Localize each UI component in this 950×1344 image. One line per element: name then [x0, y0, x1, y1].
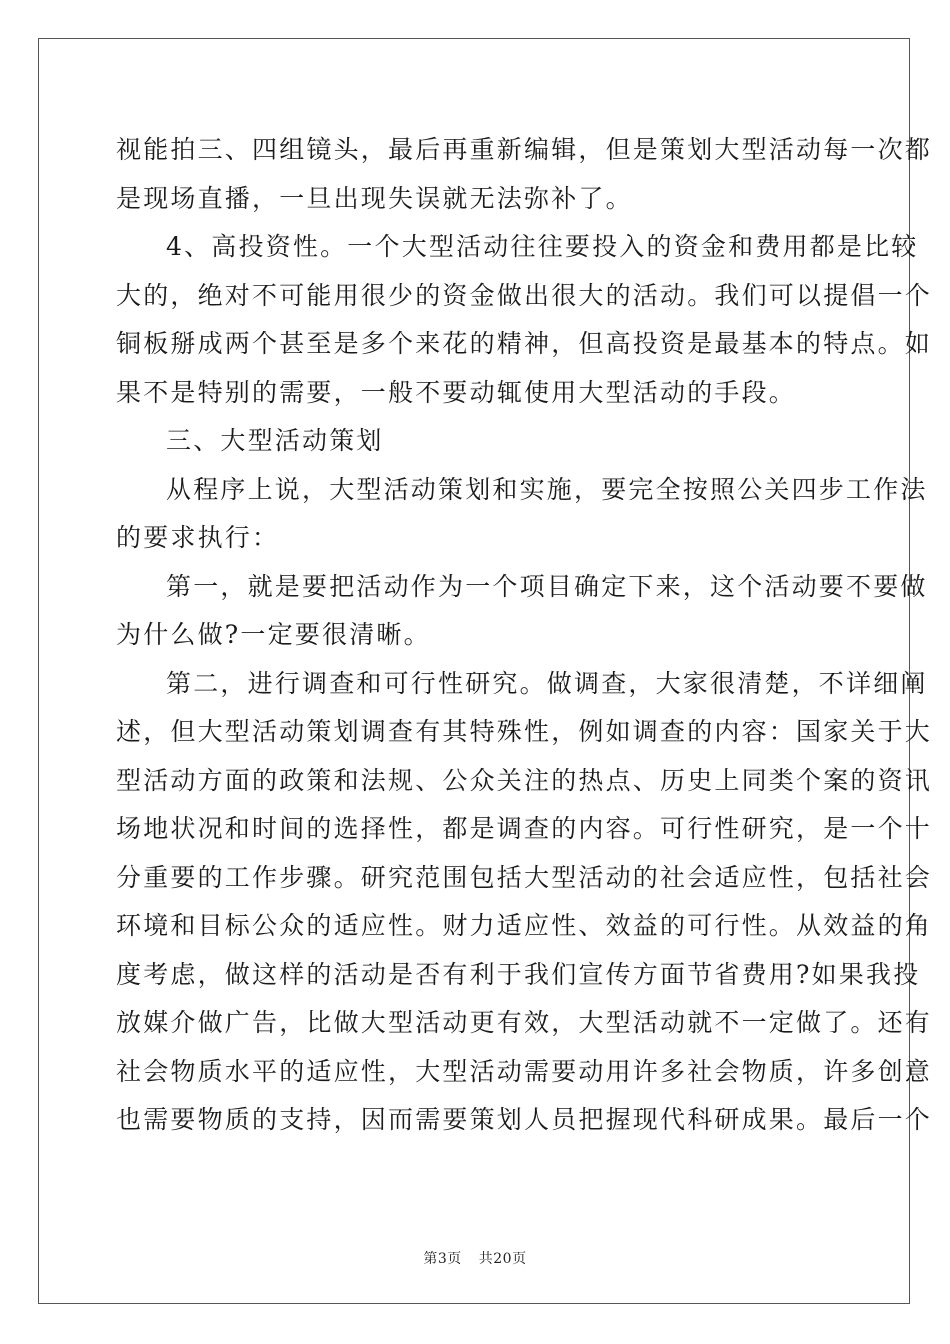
text-line: 是现场直播，一旦出现失误就无法弥补了。 [116, 183, 633, 213]
section-heading: 三、大型活动策划 [166, 426, 384, 455]
text-line: 放媒介做广告，比做大型活动更有效，大型活动就不一定做了。还有 [116, 1008, 933, 1037]
text-line: 场地状况和时间的选择性，都是调查的内容。可行性研究，是一个十 [116, 814, 933, 843]
text-line: 的要求执行： [116, 523, 280, 552]
text-line: 第一，就是要把活动作为一个项目确定下来，这个活动要不要做 [166, 571, 928, 601]
text-line: 果不是特别的需要，一般不要动辄使用大型活动的手段。 [116, 377, 797, 407]
text-line: 述，但大型活动策划调查有其特殊性，例如调查的内容：国家关于大 [116, 717, 933, 746]
text-line: 环境和目标公众的适应性。财力适应性、效益的可行性。从效益的角 [116, 911, 933, 940]
text-line: 4、高投资性。一个大型活动往往要投入的资金和费用都是比较 [166, 232, 919, 261]
page-number-current: 第3页 [423, 1251, 462, 1267]
text-line: 分重要的工作步骤。研究范围包括大型活动的社会适应性，包括社会 [116, 862, 933, 892]
text-line: 视能拍三、四组镜头，最后再重新编辑，但是策划大型活动每一次都 [116, 135, 933, 164]
text-line: 度考虑，做这样的活动是否有利于我们宣传方面节省费用?如果我投 [116, 959, 921, 989]
document-body [116, 126, 933, 1145]
text-line: 铜板掰成两个甚至是多个来花的精神，但高投资是最基本的特点。如 [116, 329, 933, 358]
text-line: 第二，进行调查和可行性研究。做调查，大家很清楚，不详细阐 [166, 668, 928, 698]
text-line: 型活动方面的政策和法规、公众关注的热点、历史上同类个案的资讯 [116, 765, 933, 795]
text-line: 大的，绝对不可能用很少的资金做出很大的活动。我们可以提倡一个 [116, 280, 933, 310]
page-number-total: 共20页 [478, 1251, 527, 1267]
text-line: 为什么做?一定要很清晰。 [116, 620, 431, 649]
page-footer [0, 1248, 950, 1268]
text-line: 从程序上说，大型活动策划和实施，要完全按照公关四步工作法 [166, 474, 928, 504]
text-line: 也需要物质的支持，因而需要策划人员把握现代科研成果。最后一个 [116, 1105, 933, 1134]
text-line: 社会物质水平的适应性，大型活动需要动用许多社会物质，许多创意 [116, 1056, 933, 1086]
